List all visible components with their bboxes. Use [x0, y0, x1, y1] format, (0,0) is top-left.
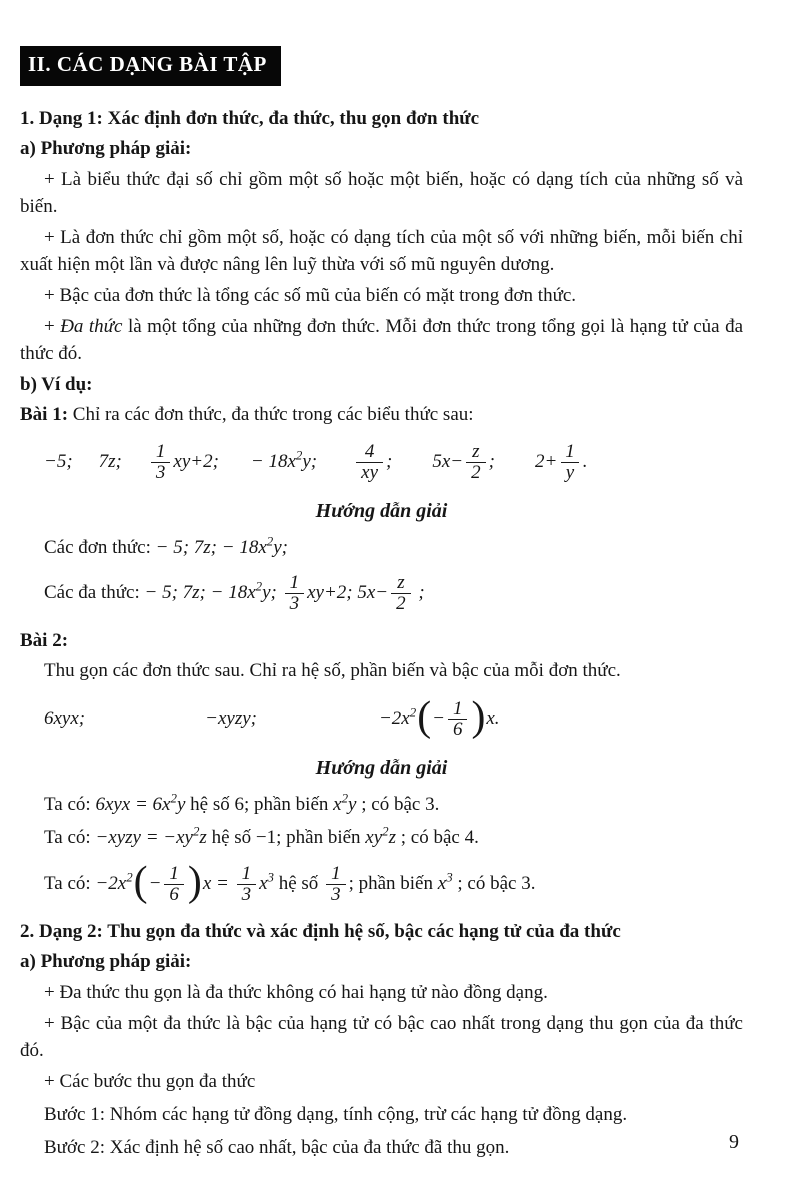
bai1-intro-text: Chỉ ra các đơn thức, đa thức trong các biểu thức sau: — [68, 403, 474, 425]
dang1-bullet-3: + Bậc của đơn thức là tổng các số mũ của biến có mặt trong đơn thức. — [44, 284, 577, 306]
example-label: b) Ví dụ: — [20, 373, 93, 395]
taco-line-2: Ta có: −xyzy = $-xy^2z$ hệ số −1; phần biến $xy^2z$ ; có bậc 4. — [44, 823, 479, 849]
dang1-bullet-2: + Là đơn thức chỉ gồm một số, hoặc có dạng tích của một số với những biến, mỗi biến chỉ xuất hiện một lần và được nâng lên luỹ thừa với số mũ nguyên dương. — [20, 226, 743, 275]
dang2-heading: 2. Dạng 2: Thu gọn đa thức và xác định hệ số, bậc các hạng tử của đa thức — [20, 920, 621, 942]
dang1-bullet-4: + Đa thức là một tổng của những đơn thức. Mỗi đơn thức trong tổng gọi là hạng tử của đa thức đó. — [20, 315, 744, 364]
taco-line-3: Ta có: $-2x^2(-$ $\frac{1}{6}$ )x = $\frac{1}{3}$ $x^3$ hệ số $\frac{1}{3}$ ; phần biến $x^3$ ; có bậc 3. — [44, 859, 536, 905]
polynomials-line: Các đa thức: − 5; 7z; − $18x^2y$; $\frac{1}{3}$ xy+2; 5x− $\frac{z}{2}$ ; — [44, 572, 425, 615]
taco-line-1: Ta có: $6xyx = 6x^2y$ hệ số 6; phần biến $x^2y$ ; có bậc 3. — [44, 790, 440, 815]
bai1-intro-line — [20, 402, 743, 429]
dang2-step-1: Bước 1: Nhóm các hạng tử đồng dạng, tính cộng, trừ các hạng tử đồng dạng. — [44, 1103, 628, 1125]
dang1-bullet-1: + Là biểu thức đại số chỉ gồm một số hoặc một biến, hoặc có dạng tích của những số và biến. — [20, 168, 743, 217]
solution-heading-1: Hướng dẫn giải — [315, 500, 448, 523]
bai2-label: Bài 2: — [20, 630, 69, 652]
solution-heading-2: Hướng dẫn giải — [315, 757, 448, 780]
section-banner-text: II. CÁC DẠNG BÀI TẬP — [28, 52, 267, 76]
section-banner — [20, 46, 281, 86]
page-number: 9 — [729, 1131, 739, 1153]
dang2-bullet-1: + Đa thức thu gọn là đa thức không có hai hạng tử nào đồng dạng. — [44, 981, 548, 1003]
bai2-expressions: 6xyx; −xyzy; $-2x^2(-$ $\frac{1}{6}$ )x. — [44, 694, 500, 741]
bai2-intro: Thu gọn các đơn thức sau. Chỉ ra hệ số, phần biến và bậc của mỗi đơn thức. — [44, 660, 621, 682]
bai1-expressions: −5; 7z; $\frac{1}{3}$ xy+2; − $18x^2y$; $\frac{4}{xy}$ ; 5x− $\frac{z}{2}$ ; 2+ $\frac{1}{y}$ . — [44, 441, 588, 484]
dang2-method-label: a) Phương pháp giải: — [20, 950, 192, 972]
dang2-bullet-2: + Bậc của một đa thức là bậc của hạng tử có bậc cao nhất trong dạng thu gọn của đa thức đó. — [20, 1012, 743, 1061]
dang2-step-2: Bước 2: Xác định hệ số cao nhất, bậc của đa thức đã thu gọn. — [44, 1136, 510, 1158]
dang1-heading: 1. Dạng 1: Xác định đơn thức, đa thức, thu gọn đơn thức — [20, 107, 480, 129]
bai1-label: Bài 1: — [20, 403, 69, 425]
dang1-method-label: a) Phương pháp giải: — [20, 137, 192, 159]
dang2-bullet-3: + Các bước thu gọn đa thức — [44, 1070, 256, 1092]
monomials-line: Các đơn thức: − 5; 7z; − $18x^2y$; — [44, 533, 288, 558]
